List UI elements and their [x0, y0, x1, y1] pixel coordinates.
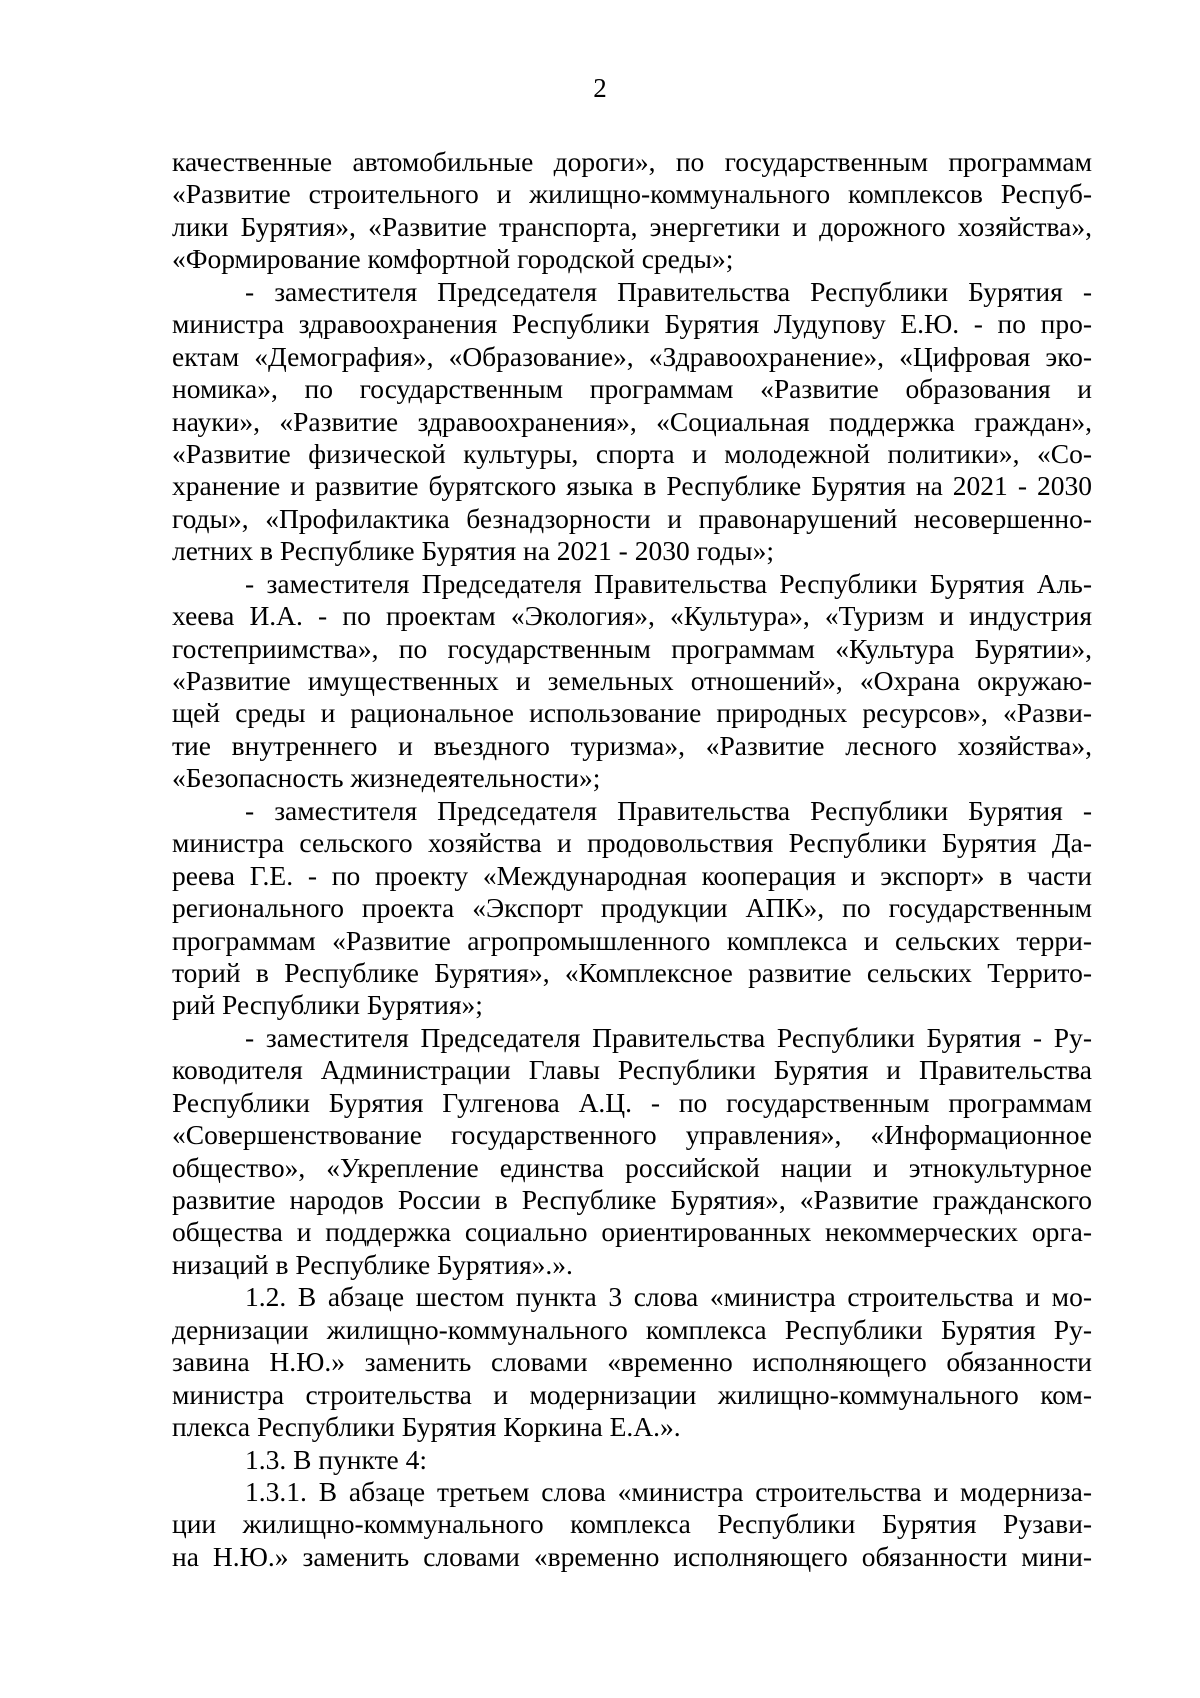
text-line: качественные автомобильные дороги», по государственным программам: [172, 146, 1092, 177]
text-line: гостеприимства», по государственным программам «Культура Бурятии»,: [172, 632, 1092, 664]
text-line: лики Бурятия», «Развитие транспорта, энергетики и дорожного хозяйства»,: [172, 210, 1092, 242]
text-line: «Развитие строительного и жилищно-коммунального комплексов Респуб-: [172, 178, 1092, 210]
text-line: министра здравоохранения Республики Бурятия Лудупову Е.Ю. - по про-: [172, 308, 1092, 340]
text-line: номика», по государственным программам «Развитие образования и: [172, 373, 1092, 405]
text-line: на Н.Ю.» заменить словами «временно исполняющего обязанности мини-: [172, 1540, 1092, 1572]
text-line: ции жилищно-коммунального комплекса Республики Бурятия Рузави-: [172, 1508, 1092, 1540]
text-line: хранение и развитие бурятского языка в Республике Бурятия на 2021 - 2030: [172, 470, 1092, 502]
text-line: щей среды и рациональное использование природных ресурсов», «Разви-: [172, 697, 1092, 729]
text-line: развитие народов России в Республике Бурятия», «Развитие гражданского: [172, 1184, 1092, 1215]
text-line: тие внутреннего и въездного туризма», «Развитие лесного хозяйства»,: [172, 729, 1092, 761]
document-body: [172, 146, 1092, 1573]
text-line: дернизации жилищно-коммунального комплекса Республики Бурятия Ру-: [172, 1313, 1092, 1345]
page-number: 2: [593, 73, 607, 103]
text-line: науки», «Развитие здравоохранения», «Социальная поддержка граждан»,: [172, 405, 1092, 437]
text-line: рий Республики Бурятия»;: [172, 989, 483, 1021]
text-line: «Формирование комфортной городской среды»;: [172, 243, 734, 275]
text-line: низаций в Республике Бурятия».».: [172, 1248, 573, 1280]
text-line: - заместителя Председателя Правительства Республики Бурятия -: [245, 275, 1092, 307]
text-line: общество», «Укрепление единства российской нации и этнокультурное: [172, 1151, 1092, 1183]
text-line: программам «Развитие агропромышленного комплекса и сельских терри-: [172, 924, 1092, 956]
text-line: Республики Бурятия Гулгенова А.Ц. - по государственным программам: [172, 1086, 1092, 1118]
text-line: министра строительства и модернизации жилищно-коммунального ком-: [172, 1378, 1092, 1410]
text-line: ководителя Администрации Главы Республики Бурятия и Правительства: [172, 1054, 1092, 1086]
text-line: 1.2. В абзаце шестом пункта 3 слова «министра строительства и мо-: [245, 1281, 1092, 1313]
text-line: общества и поддержка социально ориентированных некоммерческих орга-: [172, 1216, 1092, 1248]
text-line: торий в Республике Бурятия», «Комплексное развитие сельских Террито-: [172, 956, 1092, 988]
text-line: регионального проекта «Экспорт продукции АПК», по государственным: [172, 892, 1092, 924]
text-line: годы», «Профилактика безнадзорности и правонарушений несовершенно-: [172, 502, 1092, 534]
text-line: 1.3.1. В абзаце третьем слова «министра строительства и модерниза-: [245, 1475, 1092, 1507]
text-line: - заместителя Председателя Правительства Республики Бурятия - Ру-: [245, 1021, 1092, 1053]
text-line: реева Г.Е. - по проекту «Международная кооперация и экспорт» в части: [172, 859, 1092, 891]
text-line: «Развитие имущественных и земельных отношений», «Охрана окружаю-: [172, 665, 1092, 696]
text-line: - заместителя Председателя Правительства Республики Бурятия Аль-: [245, 567, 1092, 599]
text-line: министра сельского хозяйства и продовольствия Республики Бурятия Да-: [172, 827, 1092, 859]
text-line: 1.3. В пункте 4:: [245, 1443, 428, 1475]
text-line: хеева И.А. - по проектам «Экология», «Культура», «Туризм и индустрия: [172, 600, 1092, 632]
text-line: летних в Республике Бурятия на 2021 - 2030 годы»;: [172, 535, 775, 567]
text-line: «Безопасность жизнедеятельности»;: [172, 762, 601, 794]
text-line: завина Н.Ю.» заменить словами «временно исполняющего обязанности: [172, 1346, 1092, 1378]
text-line: - заместителя Председателя Правительства Республики Бурятия -: [245, 794, 1092, 826]
text-line: «Совершенствование государственного управления», «Информационное: [172, 1119, 1092, 1151]
text-line: «Развитие физической культуры, спорта и молодежной политики», «Со-: [172, 437, 1092, 469]
text-line: плекса Республики Бурятия Коркина Е.А.».: [172, 1411, 681, 1443]
text-line: ектам «Демография», «Образование», «Здравоохранение», «Цифровая эко-: [172, 340, 1092, 372]
